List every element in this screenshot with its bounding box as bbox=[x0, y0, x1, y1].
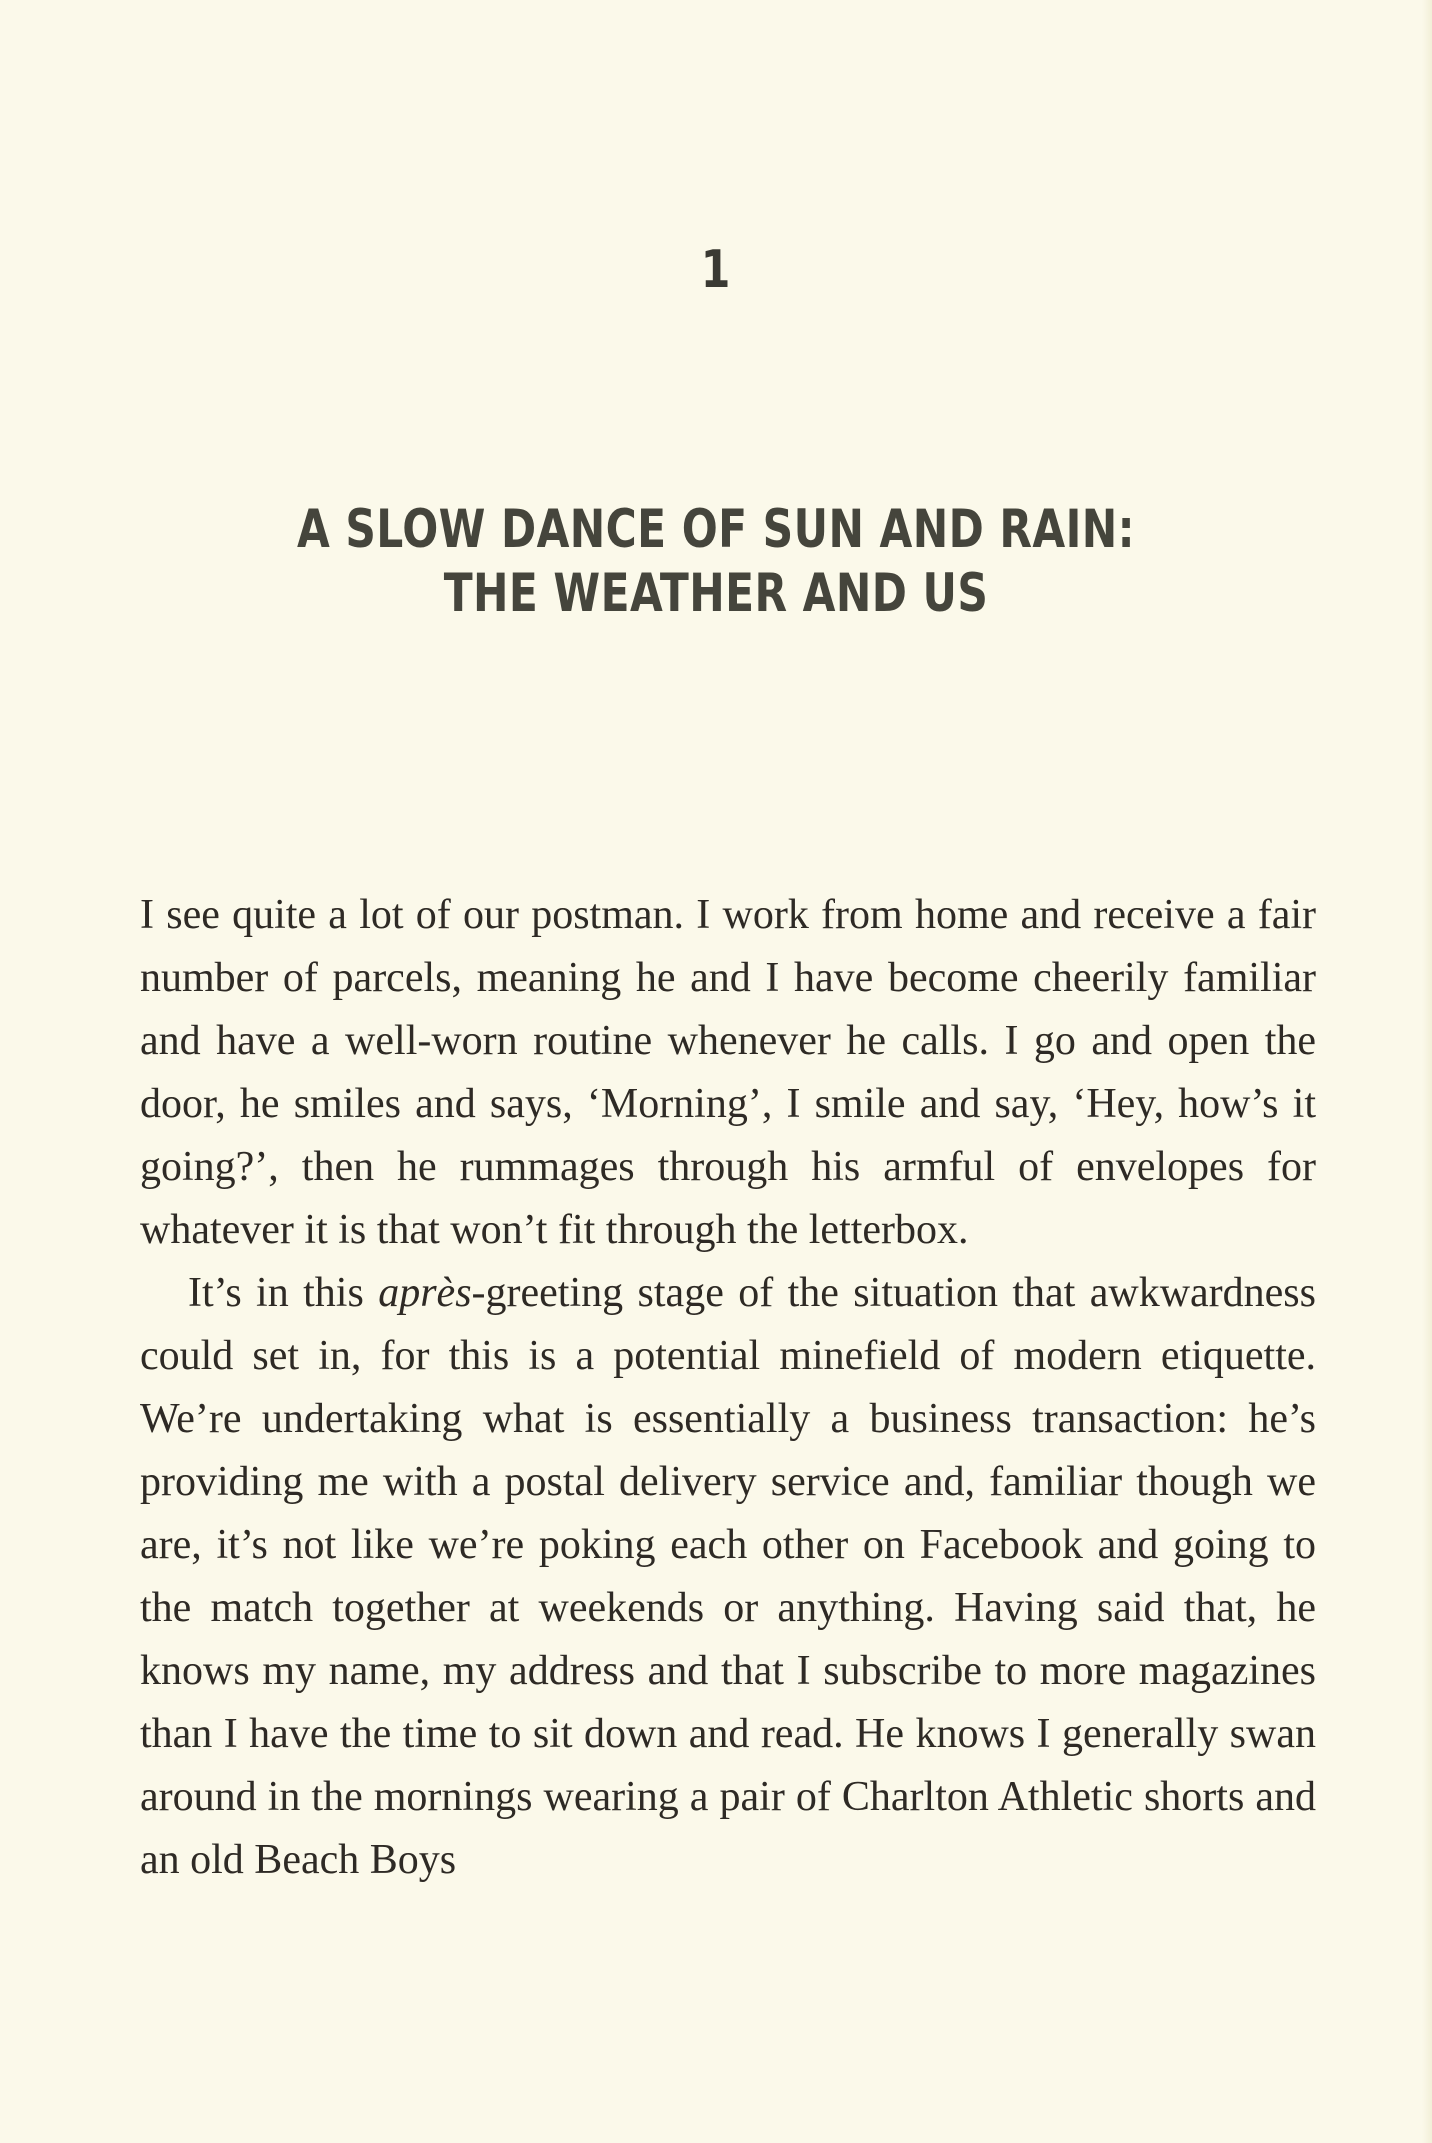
paragraph-1: I see quite a lot of our postman. I work from home and receive a fair number of parcels, meaning he and I have become cheerily familiar and have a well-worn routine whenever he calls. I go and open the door, he smiles and says, ‘Morning’, I smile and say, ‘Hey, how’s it going?’, then he rummages through his armful of envelopes for whatever it is that won’t fit through the letterbox. bbox=[140, 892, 1316, 1253]
paragraph-2-text-after: -greeting stage of the situation that awkwardness could set in, for this is a potential minefield of modern etiquette. We’re undertaking what is essentially a business transaction: he’s providing me with a postal delivery service and, familiar though we are, it’s not like we’re poking each other on Facebook and going to the match together at weekends or anything. Having said that, he knows my name, my address and that I subscribe to more magazines than I have the time to sit down and read. He knows I generally swan around in the mornings wearing a pair of Charlton Athletic shorts and an old Beach Boys bbox=[140, 1270, 1316, 1883]
page-edge-shadow bbox=[1422, 0, 1432, 2143]
body-text bbox=[140, 884, 1316, 1892]
paragraph-2 bbox=[140, 1262, 1316, 1892]
paragraph-2-text-before: It’s in this bbox=[188, 1270, 379, 1316]
chapter-title-line-1: A SLOW DANCE OF SUN AND RAIN: bbox=[296, 499, 1136, 560]
chapter-title bbox=[143, 498, 1289, 626]
chapter-number: 1 bbox=[700, 240, 732, 300]
chapter-title-line-2: THE WEATHER AND US bbox=[443, 563, 989, 624]
paragraph-2-italic-word: après bbox=[378, 1270, 472, 1316]
